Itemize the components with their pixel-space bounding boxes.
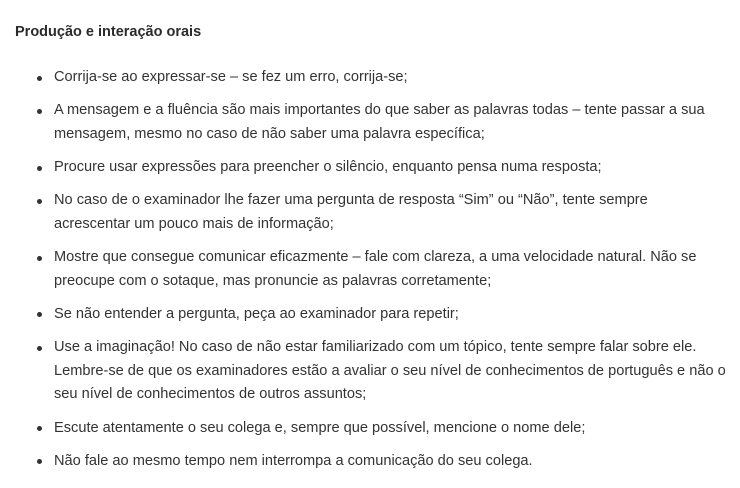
list-item bbox=[0, 336, 740, 407]
bullet-icon bbox=[37, 256, 42, 261]
bullet-icon bbox=[37, 166, 42, 171]
list-item-text: A mensagem e a fluência são mais importantes do que saber as palavras todas – tente passar a sua mensagem, mesmo no caso de não saber uma palavra específica; bbox=[54, 102, 705, 142]
list-item bbox=[0, 303, 740, 327]
bullet-icon bbox=[37, 459, 42, 464]
list-item-text: Corrija-se ao expressar-se – se fez um erro, corrija-se; bbox=[54, 69, 408, 85]
list-item bbox=[0, 99, 740, 146]
tips-list bbox=[0, 66, 740, 483]
list-item-text: Não fale ao mesmo tempo nem interrompa a comunicação do seu colega. bbox=[54, 452, 533, 469]
list-item-text: Se não entender a pergunta, peça ao examinador para repetir; bbox=[54, 305, 459, 322]
list-item-text: No caso de o examinador lhe fazer uma pergunta de resposta “Sim” ou “Não”, tente sempre acrescentar um pouco mais de informação; bbox=[54, 192, 648, 232]
bullet-icon bbox=[37, 76, 42, 81]
list-item bbox=[0, 156, 740, 180]
list-item-text: Escute atentamente o seu colega e, sempre que possível, mencione o nome dele; bbox=[54, 419, 586, 436]
list-item bbox=[0, 189, 740, 236]
bullet-icon bbox=[37, 346, 42, 351]
list-item-text: Mostre que consegue comunicar eficazmente – fale com clareza, a uma velocidade natural. Não se preocupe com o sotaque, mas pronuncie as palavras corretamente; bbox=[54, 249, 697, 289]
list-item bbox=[0, 246, 740, 293]
bullet-icon bbox=[37, 312, 42, 317]
bullet-icon bbox=[37, 426, 42, 431]
list-item-text: Use a imaginação! No caso de não estar familiarizado com um tópico, tente sempre falar sobre ele. Lembre-se de que os examinadores estão a avaliar o seu nível de conhecimentos de português e não o seu nível de conhecimentos de outros assuntos; bbox=[54, 339, 726, 403]
list-item bbox=[0, 66, 740, 90]
list-item-text: Procure usar expressões para preencher o silêncio, enquanto pensa numa resposta; bbox=[54, 159, 602, 176]
bullet-icon bbox=[37, 199, 42, 204]
bullet-icon bbox=[37, 109, 42, 114]
section-heading: Produção e interação orais bbox=[15, 24, 202, 40]
list-item bbox=[0, 450, 740, 474]
list-item bbox=[0, 417, 740, 441]
